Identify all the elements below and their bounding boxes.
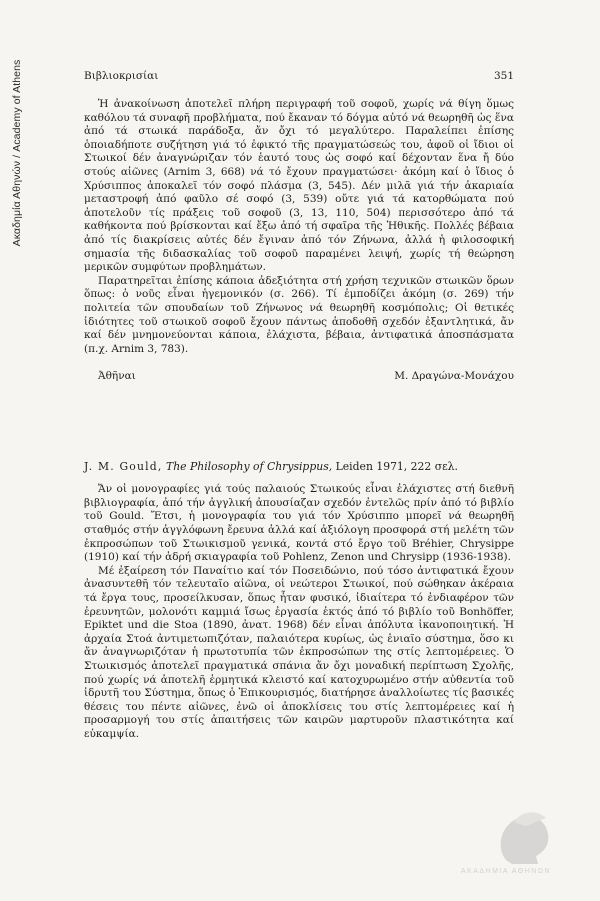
book-publication: Leiden 1971, 222 σελ. xyxy=(335,460,458,474)
review-2 xyxy=(84,460,514,741)
review-1 xyxy=(84,98,514,386)
book-title: The Philosophy of Chrysippus, xyxy=(166,460,333,474)
review-2-heading xyxy=(84,460,514,474)
review-1-paragraph: Παρατηρεῖται ἐπίσης κάποια ἀδεξιότητα στή χρήση τεχνικῶν στωικῶν ὅρων ὅπως: ὁ νοῦς εἶναι ἡγεμονικόν (σ. 266). Τί ἐμποδίζει ἀκόμη (σ. 269) τήν πολιτεία τῶν σπουδαίων τοῦ Ζήνωνος νά θεωρηθῆ κοσμόπολις; Οἱ θετικές ἰδιότητες τοῦ στωικοῦ σοφοῦ ἔχουν πάντως ἀποδοθῆ σχεδόν ἐξαντλητικά, ἄν καί δέν μνημονεύονται κάποια, ἐλάχιστα, βέβαια, ἀντιφατικά ἀποσπάσματα (π.χ. Arnim 3, 783). xyxy=(84,274,514,355)
review-1-paragraph: Ἡ ἀνακοίνωση ἀποτελεῖ πλήρη περιγραφή τοῦ σοφοῦ, χωρίς νά θίγη ὅμως καθόλου τά συναφῆ προβλήματα, πού ἔκαναν τό δόγμα αὐτό νά θεωρηθῆ ὡς ἕνα ἀπό τά στωικά παράδοξα, ἄν ὄχι τό μεγαλύτερο. Παραλείπει ἐπίσης ὁποιαδήποτε συζήτηση γιά τό ἐφικτό τῆς πραγματώσεώς του, ἀφοῦ οἱ ἴδιοι οἱ Στωικοί δέν ἀναγνώριζαν τόν ἑαυτό τους ὡς σοφό καί δέχονταν ἕνα ἤ δύο στούς αἰῶνες (Arnim 3, 668) νά τό ἔχουν πραγματώσει· ἀκόμη καί ὁ ἴδιος ὁ Χρύσιππος ἀποκαλεῖ τόν σοφό πλάσμα (3, 545). Δέν μιλᾶ γιά τήν ἀκαριαία μεταστροφή ἀπό φαῦλο σέ σοφό (3, 539) οὔτε γιά τά κατορθώματα πού ἀποτελοῦν τίς πράξεις τοῦ σοφοῦ (3, 13, 110, 504) περισσότερο ἀπό τά καθήκοντα πού βρίσκονται καί ἔξω ἀπό τή σφαῖρα τῆς Ἠθικῆς. Πολλές βέβαια ἀπό τίς διακρίσεις αὐτές δέν ἔγιναν ἀπό τόν Ζήνωνα, ἀλλά ἡ φιλοσοφική σημασία τῆς διδασκαλίας τοῦ σοφοῦ παραμένει λειψή, χωρίς τή θεώρηση μερικῶν συμφύτων προβλημάτων. xyxy=(84,98,514,274)
review-2-paragraph: Μέ ἐξαίρεση τόν Παναίτιο καί τόν Ποσειδώνιο, πού τόσο ἀντιφατικά ἔχουν ἀνασυντεθῆ τόν τελευταῖο αἰῶνα, οἱ νεώτεροι Στωικοί, πού σώθηκαν ἀκέραια τά ἔργα τους, προσείλκυσαν, ὅπως ἦταν φυσικό, ἰδιαίτερα τό ἐνδιαφέρον τῶν ἐρευνητῶν, μολονότι καμμιά ἴσως ἐργασία ἐκτός ἀπό τό βιβλίο τοῦ Bonhöffer, Epiktet und die Stoa (1890, ἀνατ. 1968) δέν εἶναι ἀπόλυτα ἱκανοποιητική. Ἡ ἀρχαία Στοά ἀντιμετωπιζόταν, παλαιότερα κυρίως, ὡς ἑνιαῖο σύστημα, ὅσο κι ἄν ἀναγνωριζόταν ἡ πρωτοτυπία τῶν ἐκπροσώπων της στίς λεπτομέρειες. Ὁ Στωικισμός ἀποτελεῖ πραγματικά σπάνια ἄν ὄχι μοναδική περίπτωση Σχολῆς, πού χωρίς νά ἀποτελῆ ἐρμητικά κλειστό καί κατοχυρωμένο στήν αὐθεντία τοῦ ἱδρυτῆ του Σύστημα, ὅπως ὁ Ἐπικουρισμός, διατήρησε ἀναλλοίωτες τίς βασικές θέσεις του πέντε αἰῶνες, ἐνῶ οἱ ἀποκλίσεις του στίς λεπτομέρειες καί ἡ προσαρμογή του στίς ἀπαιτήσεις τῶν καιρῶν μαρτυροῦν πλαστικότητα καί εὐκαμψία. xyxy=(84,564,514,740)
review-2-paragraph: Ἄν οἱ μονογραφίες γιά τούς παλαιούς Στωικούς εἶναι ἐλάχιστες στή διεθνῆ βιβλιογραφία, ἀπό τήν ἀγγλική ἀπουσίαζαν σχεδόν ἐντελῶς πρίν ἀπό τό βιβλίο τοῦ Gould. Ἔτσι, ἡ μονογραφία του γιά τόν Χρύσιππο μπορεῖ νά θεωρηθῆ σταθμός στήν ἀγγλόφωνη ἔρευνα ἀλλά καί ἀξιόλογη προσφορά στή μελέτη τῶν ἐκπροσώπων τοῦ Στωικισμοῦ γενικά, κοντά στό ἔργο τοῦ Bréhier, Chrysippe (1910) καί τήν ἁδρή σκιαγραφία τοῦ Pohlenz, Zenon und Chrysipp (1936-1938). xyxy=(84,483,514,564)
athena-head-icon xyxy=(466,808,578,868)
academy-watermark xyxy=(460,808,578,880)
academy-side-label: Ακαδημία Αθηνών / Academy of Athens xyxy=(11,59,23,247)
page-number: 351 xyxy=(493,70,514,82)
book-author: J. M. Gould, xyxy=(84,460,163,474)
watermark-text: ΑΚΑΔΗΜΙΑ ΑΘΗΝΩΝ xyxy=(460,868,552,875)
signature-author: Μ. Δραγώνα-Μονάχου xyxy=(394,370,514,383)
running-header xyxy=(84,70,514,86)
review-1-signature xyxy=(84,370,514,386)
signature-place: Ἀθῆναι xyxy=(98,370,136,383)
section-title: Βιβλιοκρισίαι xyxy=(84,70,159,82)
document-page xyxy=(84,70,514,742)
